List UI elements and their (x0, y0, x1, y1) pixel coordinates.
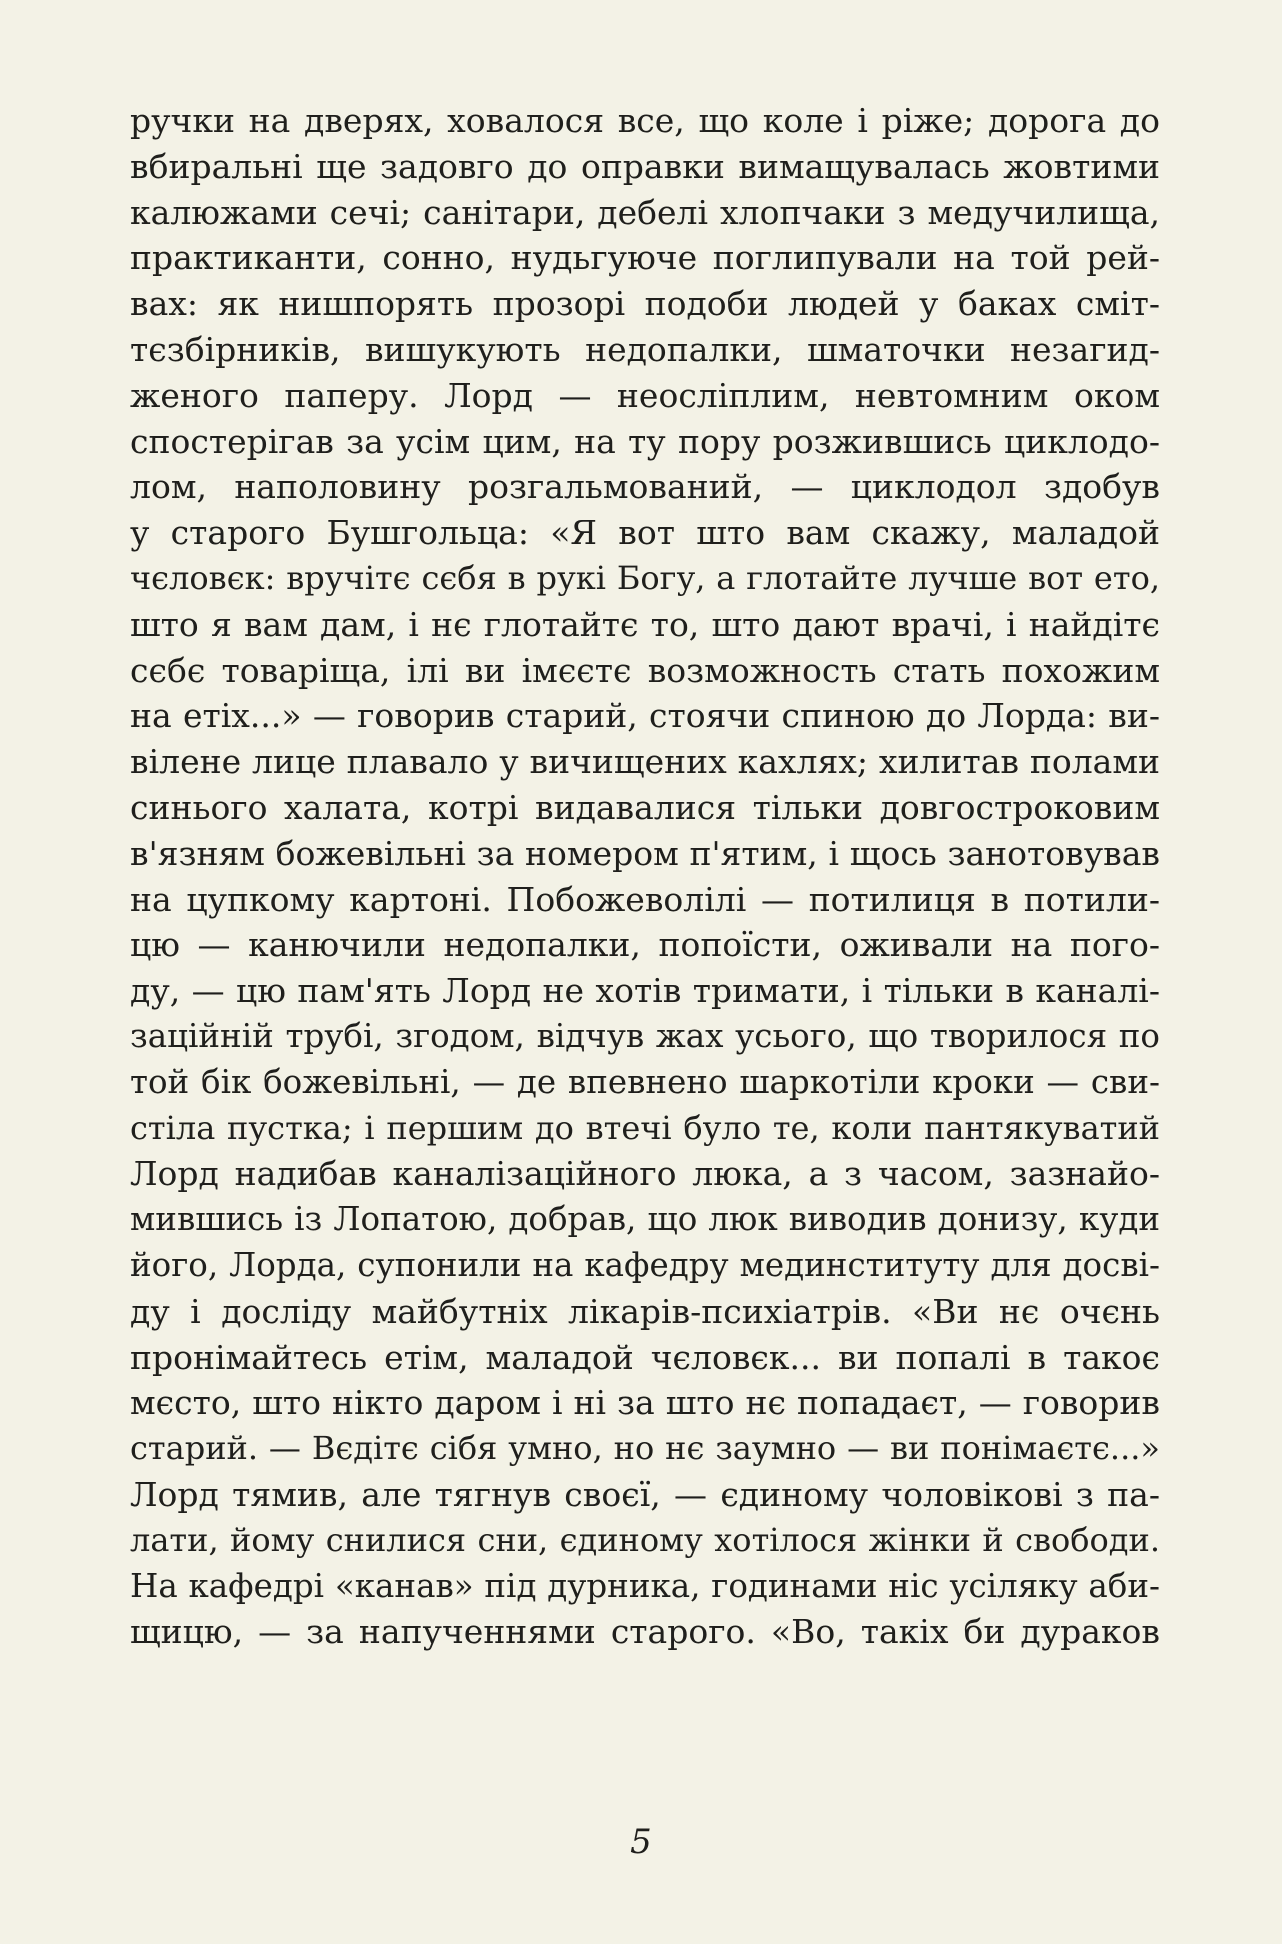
text-line: його, Лорда, супонили на кафедру мединституту для досві- (130, 1245, 1160, 1284)
text-line: той бік божевільні, — де впевнено шаркотіли кроки — сви- (130, 1062, 1160, 1101)
text-line: тєзбірників, вишукують недопалки, шматочки незагид- (130, 329, 1160, 369)
text-line: ду і досліду майбутніх лікарів-психіатрів. «Ви нє очєнь (130, 1291, 1160, 1331)
text-line: сєбє товаріща, ілі ви імєєтє возможность стать похожим (130, 650, 1160, 690)
text-line: вілене лице плавало у вичищених кахлях; хилитав полами (130, 742, 1160, 782)
text-line: калюжами сечі; санітари, дебелі хлопчаки з медучилища, (130, 192, 1160, 232)
text-line: стіла пустка; і першим до втечі було те, коли пантякуватий (130, 1108, 1160, 1147)
text-line: На кафедрі «канав» під дурника, годинами ніс усіляку аби- (130, 1566, 1160, 1605)
page-number: 5 (630, 1822, 652, 1862)
text-line: синього халата, котрі видавалися тільки довгостроковим (130, 787, 1160, 827)
text-line: Лорд тямив, але тягнув своєї, — єдиному чоловікові з па- (130, 1474, 1160, 1514)
text-line: Лорд надибав каналізаційного люка, а з часом, зазнайо- (130, 1154, 1160, 1194)
text-line: спостерігав за усім цим, на ту пору розжившись циклодо- (130, 421, 1160, 461)
text-line: вбиральні ще задовго до оправки вимащувалась жовтими (130, 146, 1160, 186)
text-line: чєловєк: вручітє сєбя в рукі Богу, а глотайте лучше вот ето, (130, 558, 1160, 597)
text-line: лати, йому снилися сни, єдиному хотілося жінки й свободи. (130, 1520, 1160, 1559)
text-line: што я вам дам, і нє глотайтє то, што дают врачі, і найдітє (130, 604, 1160, 644)
text-line: женого паперу. Лорд — неосліплим, невтомним оком (130, 375, 1160, 415)
text-line: на етіх...» — говорив старий, стоячи спиною до Лорда: ви- (130, 696, 1160, 736)
text-line: в'язням божевільні за номером п'ятим, і щось занотовував (130, 833, 1160, 873)
text-line: пронімайтесь етім, маладой чєловєк... ви попалі в такоє (130, 1337, 1160, 1377)
text-line: старий. — Вєдітє сібя умно, но нє заумно — ви понімаєтє...» (130, 1429, 1160, 1468)
text-line: мившись із Лопатою, добрав, що люк виводив донизу, куди (130, 1200, 1160, 1239)
text-line: мєсто, што нікто даром і ні за што нє попадаєт, — говорив (130, 1383, 1160, 1423)
text-line: лом, наполовину розгальмований, — циклодол здобув (130, 467, 1160, 507)
text-line: щицю, — за напученнями старого. «Во, такіх би дураков (130, 1612, 1160, 1652)
text-line: на цупкому картоні. Побожеволілі — потилиця в потили- (130, 879, 1160, 919)
text-line: вах: як нишпорять прозорі подоби людей у баках сміт- (130, 284, 1160, 324)
text-line: ручки на дверях, ховалося все, що коле і ріже; дорога до (130, 101, 1160, 140)
text-line: заційній трубі, згодом, відчув жах усього, що творилося по (130, 1016, 1160, 1055)
text-line: у старого Бушгольца: «Я вот што вам скажу, маладой (130, 513, 1160, 553)
text-line: цю — канючили недопалки, попоїсти, оживали на пого- (130, 925, 1160, 965)
text-line: практиканти, сонно, нудьгуюче поглипували на той рей- (130, 238, 1160, 278)
text-line: ду, — цю пам'ять Лорд не хотів тримати, і тільки в каналі- (130, 971, 1160, 1011)
body-text (130, 98, 1160, 1655)
